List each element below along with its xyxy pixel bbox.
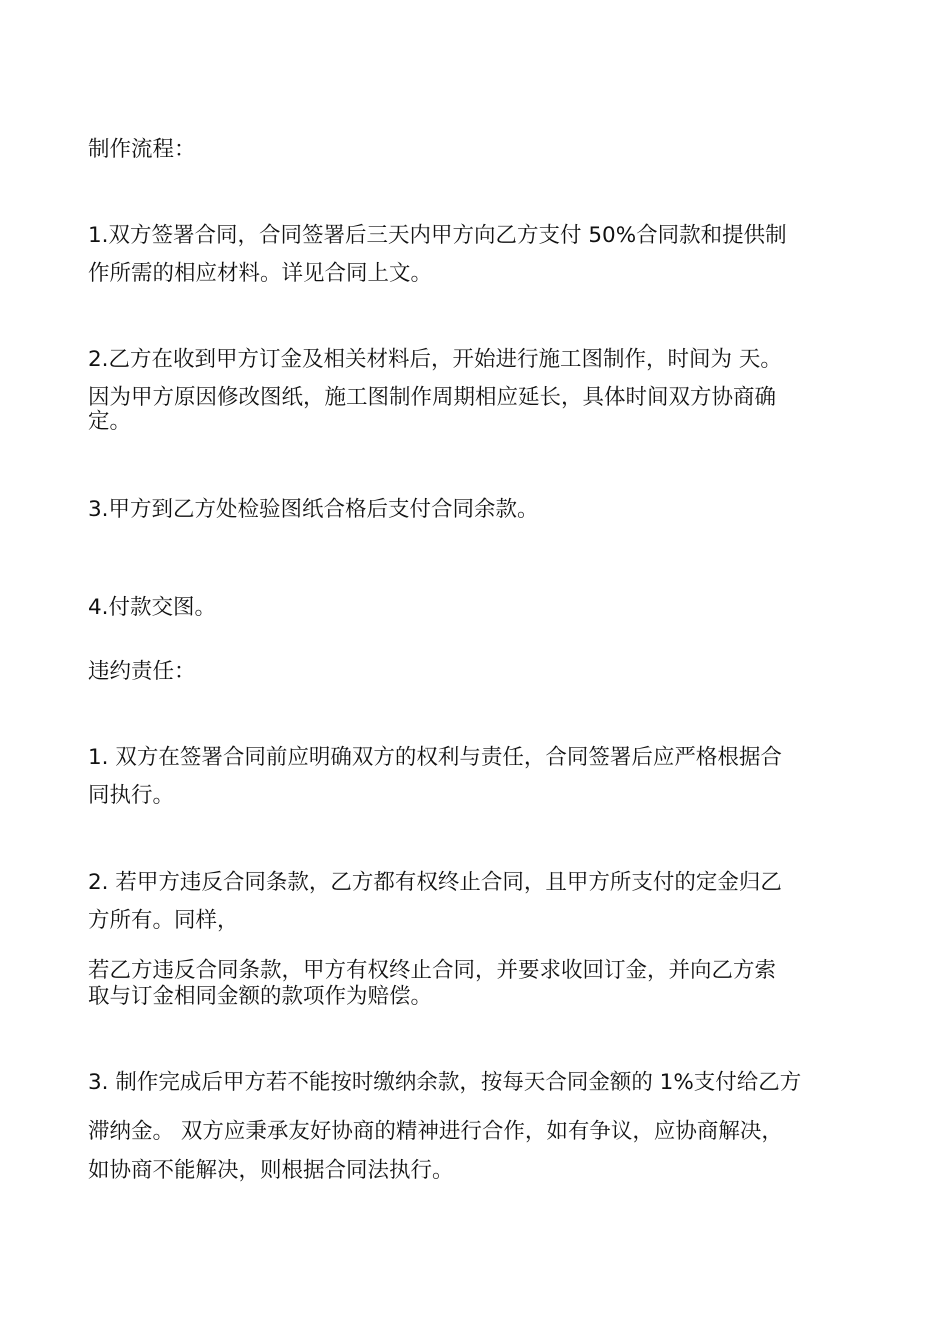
paragraph-line: 因为甲方原因修改图纸，施工图制作周期相应延长，具体时间双方协商确 (88, 385, 777, 410)
paragraph-line: 2. 若甲方违反合同条款，乙方都有权终止合同，且甲方所支付的定金归乙 (88, 870, 782, 895)
paragraph-line: 定。 (88, 409, 132, 434)
paragraph-line: 3.甲方到乙方处检验图纸合格后支付合同余款。 (88, 497, 539, 522)
paragraph-line: 1.双方签署合同，合同签署后三天内甲方向乙方支付 50%合同款和提供制 (88, 223, 787, 248)
paragraph-line: 1. 双方在签署合同前应明确双方的权利与责任，合同签署后应严格根据合 (88, 745, 782, 770)
paragraph-line: 作所需的相应材料。详见合同上文。 (88, 261, 433, 286)
paragraph-line: 取与订金相同金额的款项作为赔偿。 (88, 984, 433, 1009)
section-title-breach-liability: 违约责任： (88, 659, 196, 684)
paragraph-line: 2.乙方在收到甲方订金及相关材料后，开始进行施工图制作，时间为 天。 (88, 347, 782, 372)
paragraph-line: 滞纳金。 双方应秉承友好协商的精神进行合作，如有争议，应协商解决， (88, 1119, 783, 1144)
paragraph-line: 若乙方违反合同条款，甲方有权终止合同，并要求收回订金，并向乙方索 (88, 958, 777, 983)
paragraph-line: 同执行。 (88, 783, 175, 808)
section-title-production-process: 制作流程： (88, 137, 196, 162)
paragraph-line: 3. 制作完成后甲方若不能按时缴纳余款，按每天合同金额的 1%支付给乙方 (88, 1070, 802, 1095)
paragraph-line: 如协商不能解决，则根据合同法执行。 (88, 1158, 454, 1183)
paragraph-line: 方所有。同样， (88, 908, 239, 933)
paragraph-line: 4.付款交图。 (88, 595, 217, 620)
